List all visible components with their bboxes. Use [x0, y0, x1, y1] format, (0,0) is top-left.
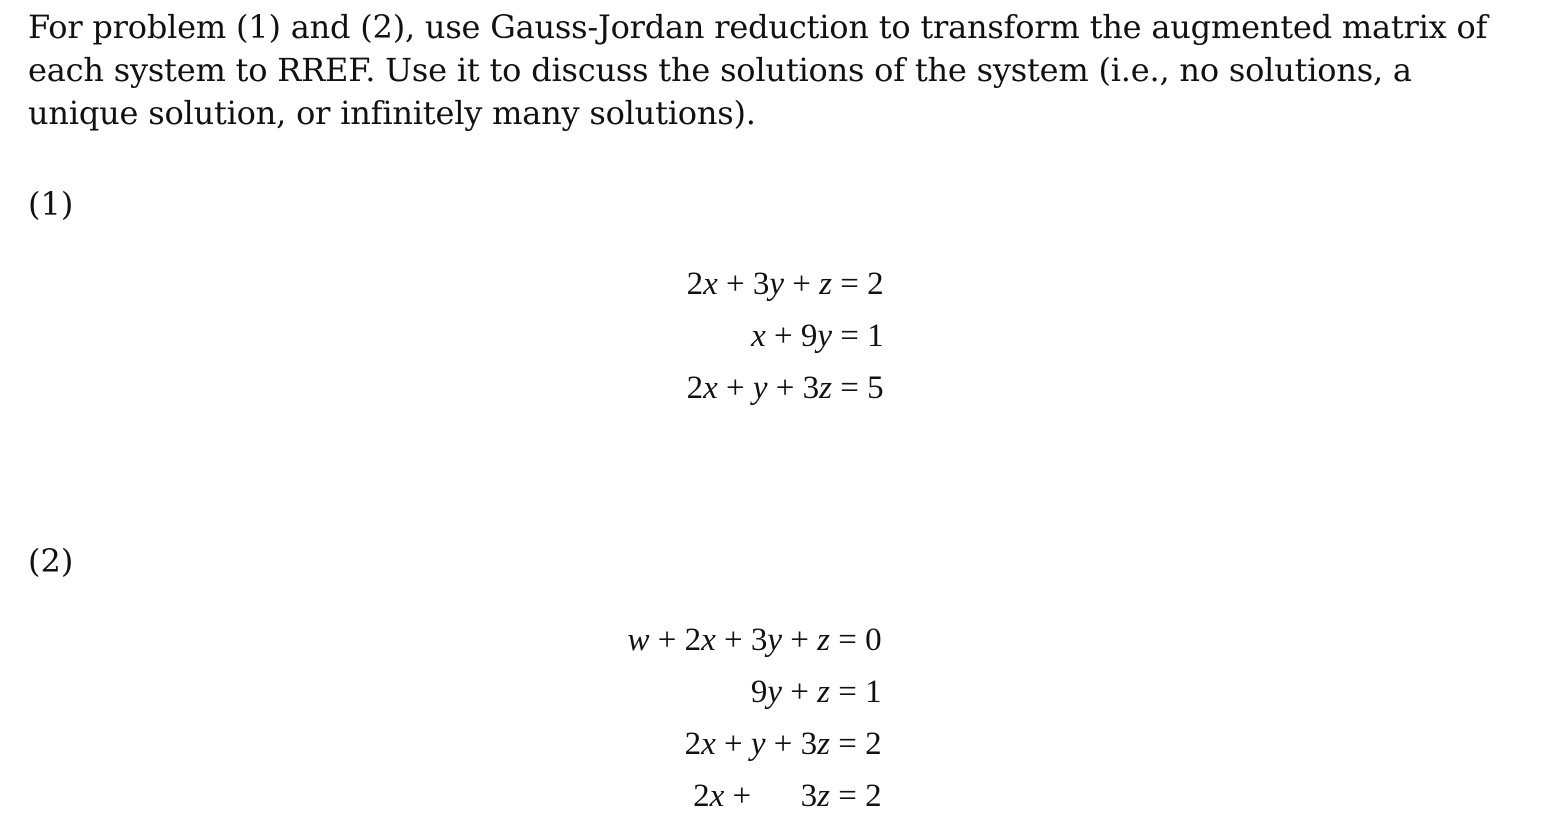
equation-lhs: x + 9y	[751, 317, 832, 354]
equation-rhs: = 2	[838, 777, 882, 814]
equation-row	[500, 614, 882, 666]
equation-lhs: 2x + y + 3z	[684, 725, 830, 762]
equation-row	[500, 770, 882, 822]
equation-rhs: = 5	[840, 369, 884, 406]
equation-rhs: = 0	[838, 621, 882, 658]
equation-row	[500, 718, 882, 770]
problem-instructions: For problem (1) and (2), use Gauss-Jordan reduction to transform the augmented matrix of each system to RREF. Use it to discuss the solutions of the system (i.e., no solutions, a unique solution, or infinitely many solutions).	[28, 8, 1488, 132]
problem-1-label: (1)	[28, 185, 74, 223]
equation-lhs: 9y + z	[750, 673, 830, 710]
equation-rhs: = 1	[840, 317, 884, 354]
equation-row	[560, 310, 884, 362]
equation-row	[500, 666, 882, 718]
problem-2-label: (2)	[28, 542, 74, 580]
equation-row	[560, 362, 884, 414]
equation-system-2	[500, 614, 1020, 822]
equation-lhs: 2x + 3y + z	[686, 265, 832, 302]
equation-row	[560, 258, 884, 310]
equation-lhs: 2x + y + 3z	[686, 369, 832, 406]
equation-system-1	[560, 258, 980, 414]
equation-rhs: = 2	[838, 725, 882, 762]
equation-rhs: = 1	[838, 673, 882, 710]
equation-lhs: w + 2x + 3y + z	[627, 621, 830, 658]
equation-rhs: = 2	[840, 265, 884, 302]
equation-lhs: 2x + 3z	[693, 777, 830, 814]
